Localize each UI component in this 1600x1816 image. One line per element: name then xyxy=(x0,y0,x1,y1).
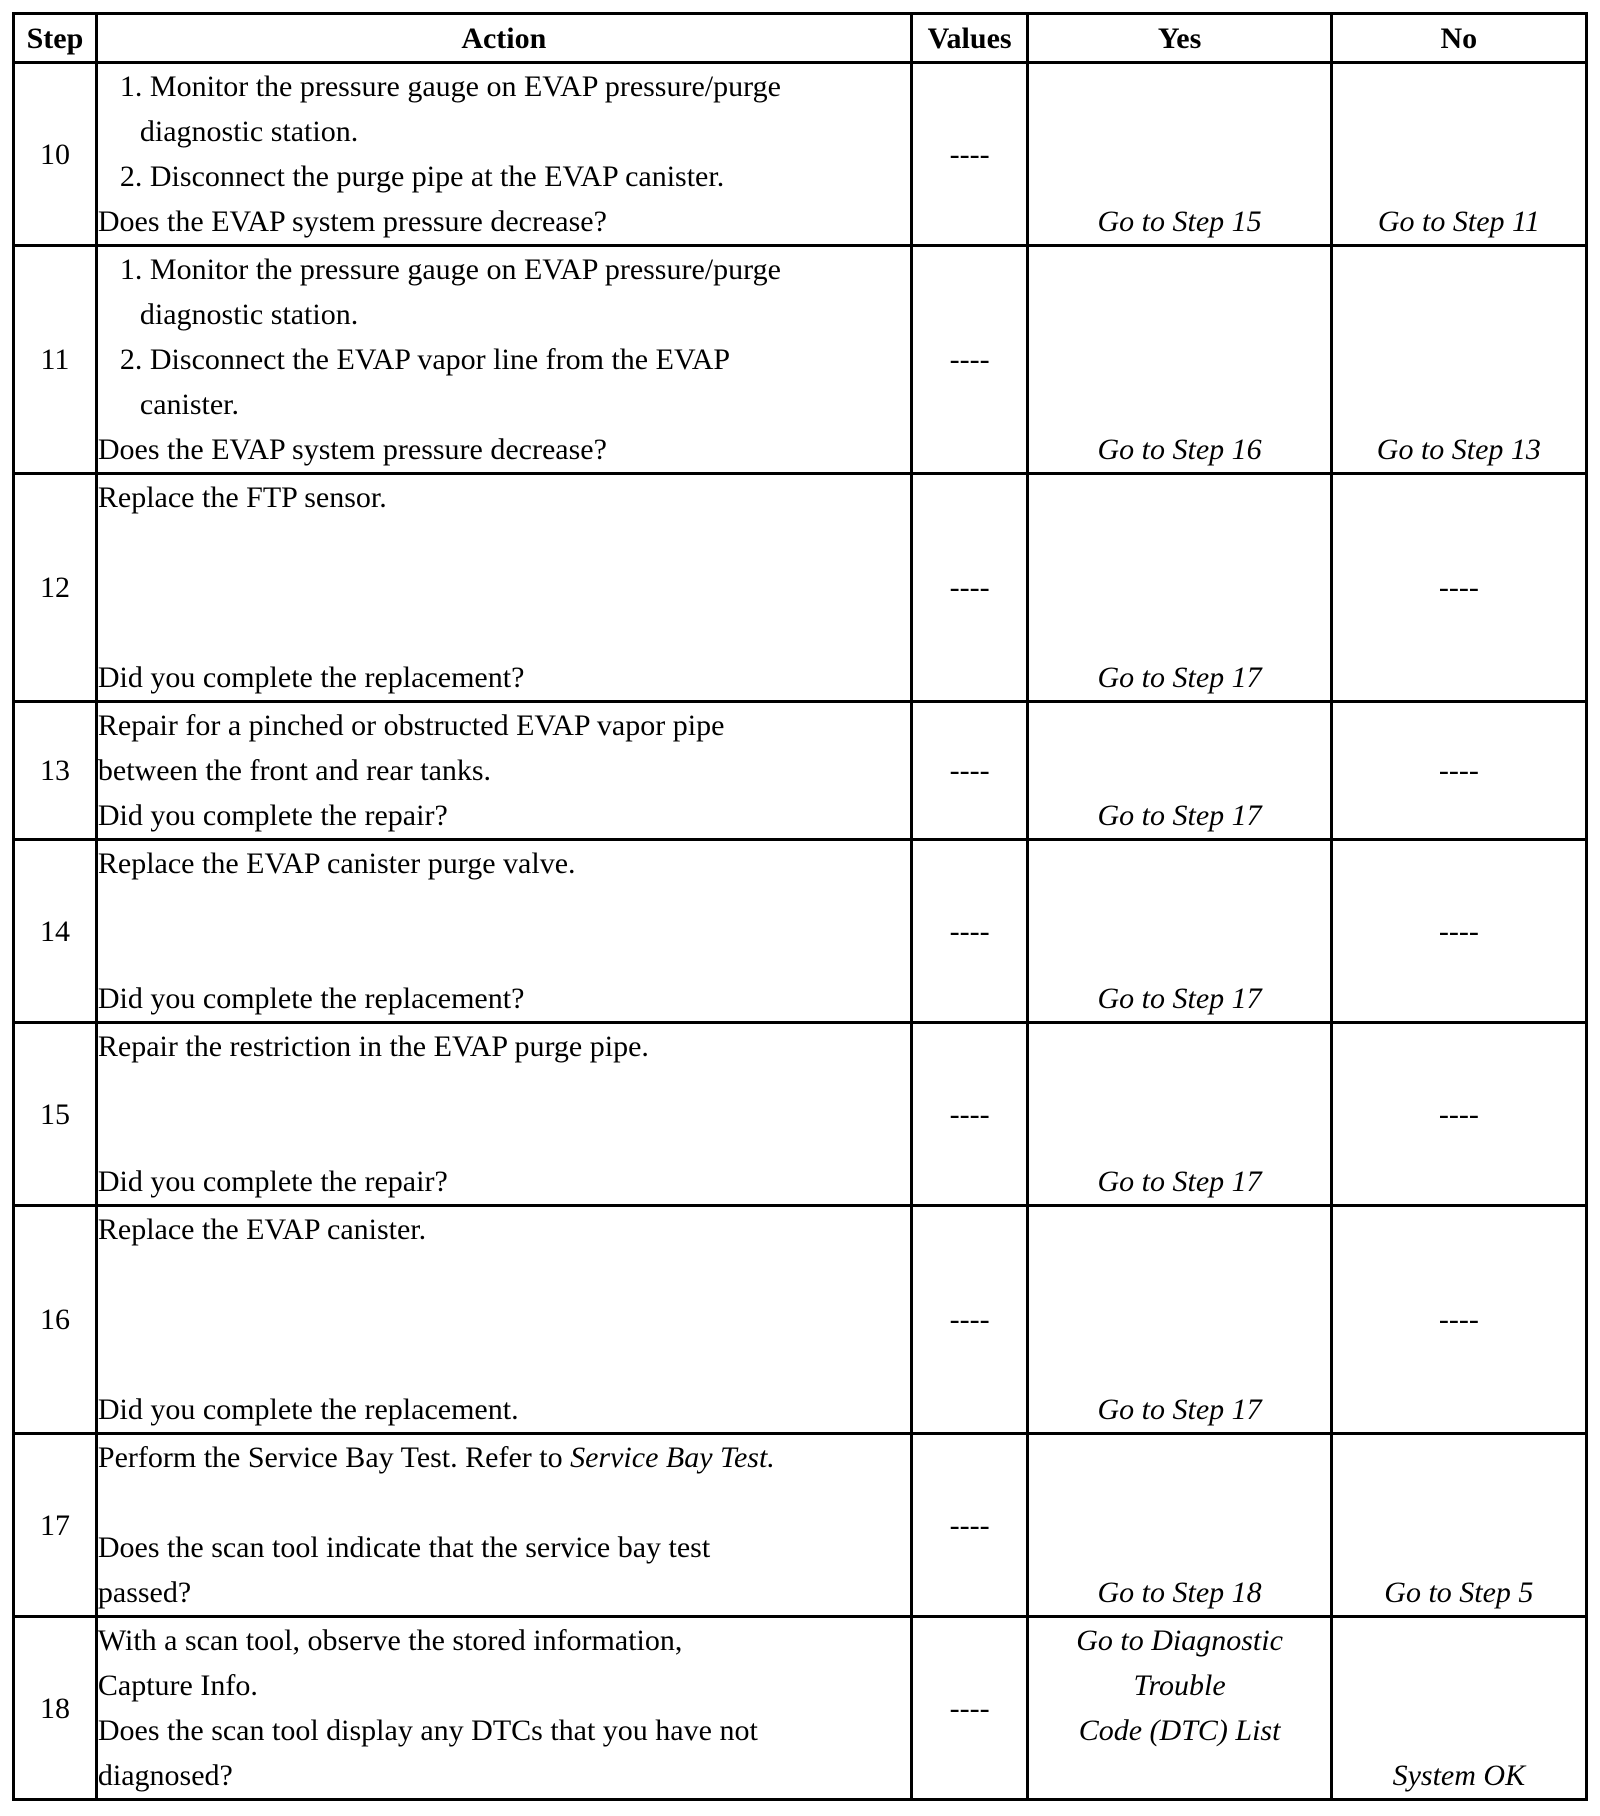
action-line: Replace the EVAP canister purge valve. xyxy=(97,847,576,880)
action-line: diagnostic station. xyxy=(139,115,359,148)
header-yes: Yes xyxy=(1028,14,1331,63)
action-question: Does the EVAP system pressure decrease? xyxy=(97,205,607,238)
action-cell xyxy=(96,246,911,474)
step-number: 10 xyxy=(14,63,97,246)
action-line: Repair for a pinched or obstructed EVAP vapor pipe xyxy=(97,709,725,742)
table-row xyxy=(14,840,1587,1023)
no-cell: ---- xyxy=(1331,1023,1586,1206)
action-line: Repair the restriction in the EVAP purge pipe. xyxy=(97,1030,649,1063)
action-line: between the front and rear tanks. xyxy=(97,754,492,787)
no-cell: ---- xyxy=(1331,1206,1586,1434)
step-number: 13 xyxy=(14,702,97,840)
action-line: Replace the FTP sensor. xyxy=(97,481,387,514)
step-number: 17 xyxy=(14,1434,97,1617)
action-question: passed? xyxy=(97,1576,192,1609)
no-cell: ---- xyxy=(1331,474,1586,702)
action-line xyxy=(98,1435,910,1480)
action-cell xyxy=(96,1434,911,1617)
yes-link[interactable]: Go to Step 17 xyxy=(1028,702,1331,840)
action-question: Did you complete the replacement? xyxy=(97,982,525,1015)
table-row xyxy=(14,1617,1587,1800)
no-link[interactable]: Go to Step 5 xyxy=(1331,1434,1586,1617)
yes-line: Trouble xyxy=(1133,1669,1226,1702)
action-question: Does the EVAP system pressure decrease? xyxy=(97,433,607,466)
yes-line: Go to Diagnostic xyxy=(1076,1624,1283,1657)
header-action: Action xyxy=(96,14,911,63)
step-number: 16 xyxy=(14,1206,97,1434)
action-cell xyxy=(96,1206,911,1434)
table-row xyxy=(14,1206,1587,1434)
step-number: 18 xyxy=(14,1617,97,1800)
action-cell xyxy=(96,474,911,702)
table-row xyxy=(14,1023,1587,1206)
no-cell: ---- xyxy=(1331,702,1586,840)
step-number: 11 xyxy=(14,246,97,474)
yes-link[interactable]: Go to Step 17 xyxy=(1028,840,1331,1023)
yes-line: Code (DTC) List xyxy=(1078,1714,1281,1747)
table-row xyxy=(14,474,1587,702)
table-row xyxy=(14,63,1587,246)
table-row xyxy=(14,246,1587,474)
action-line: 2. Disconnect the EVAP vapor line from the EVAP xyxy=(119,343,731,376)
header-values: Values xyxy=(911,14,1028,63)
action-text: Perform the Service Bay Test. Refer to xyxy=(97,1441,571,1474)
values-cell: ---- xyxy=(911,702,1028,840)
no-link[interactable]: Go to Step 13 xyxy=(1331,246,1586,474)
action-cell xyxy=(96,1023,911,1206)
header-no: No xyxy=(1331,14,1586,63)
action-line: 2. Disconnect the purge pipe at the EVAP canister. xyxy=(119,160,725,193)
action-question: Did you complete the replacement? xyxy=(97,661,525,694)
action-question: Did you complete the repair? xyxy=(97,1165,448,1198)
table-row xyxy=(14,1434,1587,1617)
action-cell xyxy=(96,1617,911,1800)
action-question: diagnosed? xyxy=(97,1759,233,1792)
yes-link[interactable]: Go to Step 18 xyxy=(1028,1434,1331,1617)
header-row xyxy=(14,14,1587,63)
yes-link[interactable]: Go to Step 17 xyxy=(1028,1023,1331,1206)
action-line: With a scan tool, observe the stored information, xyxy=(97,1624,683,1657)
step-number: 12 xyxy=(14,474,97,702)
yes-link[interactable]: Go to Step 17 xyxy=(1028,1206,1331,1434)
action-question: Does the scan tool display any DTCs that you have not xyxy=(97,1714,758,1747)
action-cell xyxy=(96,702,911,840)
action-line: 1. Monitor the pressure gauge on EVAP pressure/purge xyxy=(119,253,781,286)
yes-link[interactable] xyxy=(1028,1617,1331,1800)
action-question: Does the scan tool indicate that the service bay test xyxy=(97,1531,711,1564)
action-cell xyxy=(96,840,911,1023)
action-line: Replace the EVAP canister. xyxy=(97,1213,427,1246)
values-cell: ---- xyxy=(911,474,1028,702)
action-question: Did you complete the replacement. xyxy=(97,1393,519,1426)
action-cell xyxy=(96,63,911,246)
table-row xyxy=(14,702,1587,840)
action-line: canister. xyxy=(139,388,240,421)
header-step: Step xyxy=(14,14,97,63)
values-cell: ---- xyxy=(911,1434,1028,1617)
service-bay-test-link[interactable]: Service Bay Test. xyxy=(570,1441,775,1474)
yes-link[interactable]: Go to Step 15 xyxy=(1028,63,1331,246)
values-cell: ---- xyxy=(911,1617,1028,1800)
values-cell: ---- xyxy=(911,1023,1028,1206)
values-cell: ---- xyxy=(911,63,1028,246)
yes-link[interactable]: Go to Step 16 xyxy=(1028,246,1331,474)
values-cell: ---- xyxy=(911,246,1028,474)
action-line: 1. Monitor the pressure gauge on EVAP pressure/purge xyxy=(119,70,781,103)
no-cell: ---- xyxy=(1331,840,1586,1023)
step-number: 15 xyxy=(14,1023,97,1206)
diagnostic-table xyxy=(12,12,1588,1801)
spacer-line xyxy=(98,1480,910,1525)
values-cell: ---- xyxy=(911,1206,1028,1434)
values-cell: ---- xyxy=(911,840,1028,1023)
yes-link[interactable]: Go to Step 17 xyxy=(1028,474,1331,702)
action-question: Did you complete the repair? xyxy=(97,799,448,832)
action-line: diagnostic station. xyxy=(139,298,359,331)
step-number: 14 xyxy=(14,840,97,1023)
no-link[interactable]: Go to Step 11 xyxy=(1331,63,1586,246)
no-result: System OK xyxy=(1331,1617,1586,1800)
action-line: Capture Info. xyxy=(97,1669,258,1702)
